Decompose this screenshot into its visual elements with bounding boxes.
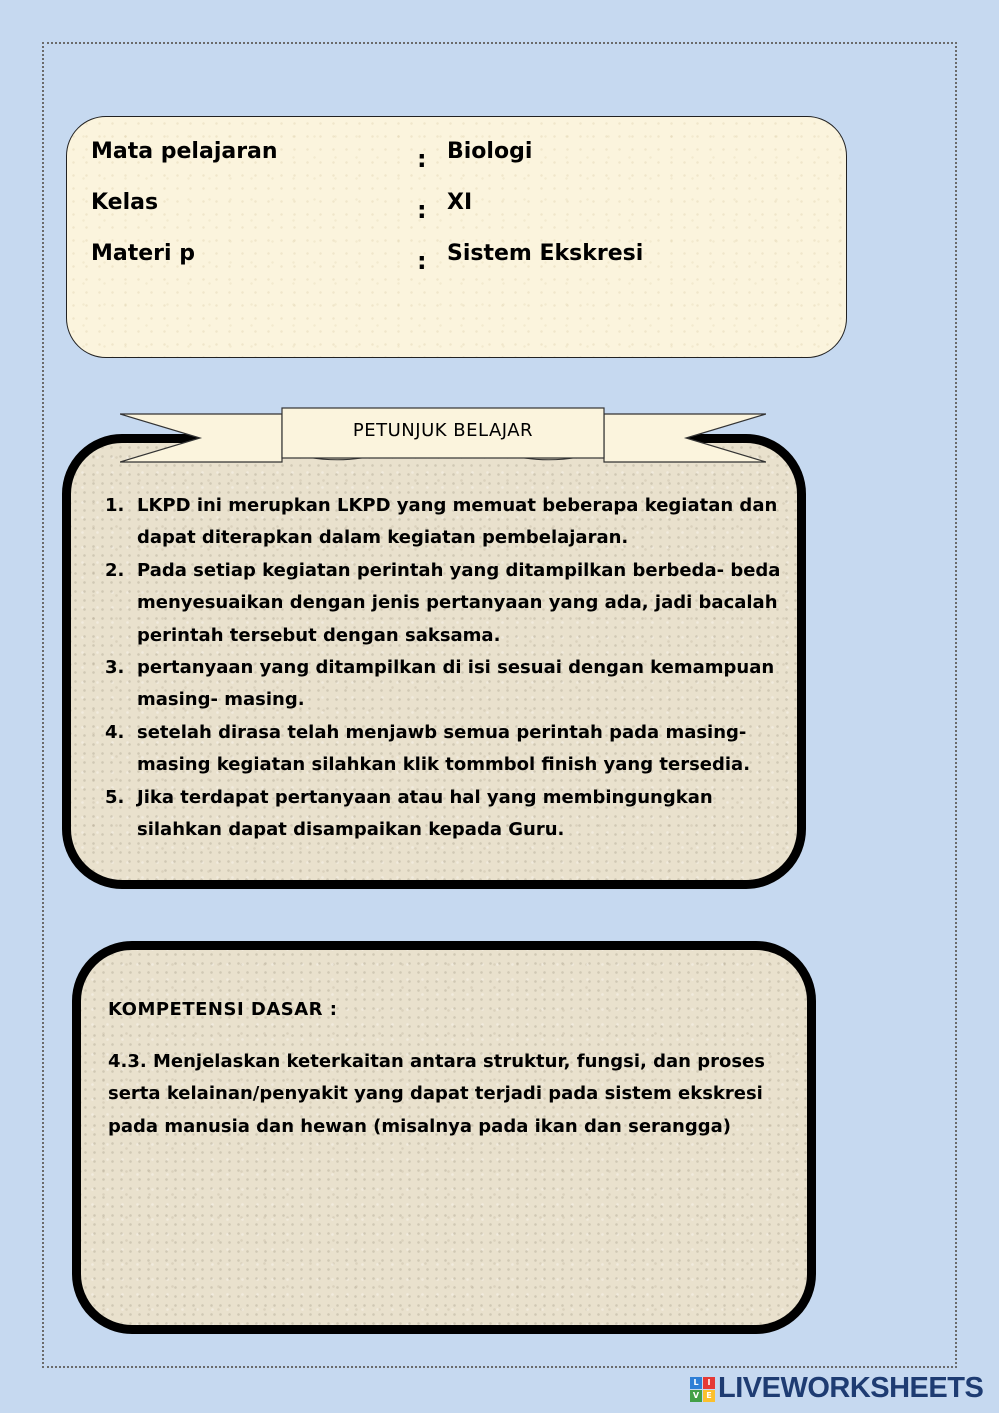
list-item-text: Pada setiap kegiatan perintah yang ditampilkan berbeda- beda menyesuaikan dengan jenis pertanyaan yang ada, jadi bacalah perintah tersebut dengan saksama. [137, 559, 781, 646]
info-colon: : [417, 196, 427, 224]
list-item [105, 490, 785, 555]
liveworksheets-icon [690, 1377, 716, 1403]
list-item-number: 2. [105, 559, 125, 581]
liveworksheets-logo [690, 1372, 990, 1406]
info-value: Sistem Ekskresi [447, 241, 644, 266]
list-item [105, 717, 785, 782]
logo-letter: V [690, 1390, 702, 1402]
list-item-number: 5. [105, 786, 125, 808]
subject-info-box [66, 116, 847, 358]
logo-letter: I [703, 1377, 715, 1389]
competency-title: KOMPETENSI DASAR : [108, 999, 338, 1020]
list-item [105, 555, 785, 652]
list-item-number: 4. [105, 721, 125, 743]
list-item-text: LKPD ini merupkan LKPD yang memuat beberapa kegiatan dan dapat diterapkan dalam kegiatan pembelajaran. [137, 495, 778, 549]
logo-letter: E [703, 1390, 715, 1402]
info-colon: : [417, 145, 427, 173]
list-item-number: 3. [105, 657, 125, 679]
info-value: XI [447, 190, 473, 215]
info-label: Mata pelajaran [91, 139, 278, 164]
list-item-number: 1. [105, 495, 125, 516]
info-label: Kelas [91, 190, 159, 215]
list-item-text: Jika terdapat pertanyaan atau hal yang membingungkan silahkan dapat disampaikan kepada Guru. [137, 786, 713, 841]
info-row-material [91, 241, 811, 275]
list-item [105, 782, 785, 847]
info-label: Materi p [91, 241, 195, 266]
info-value: Biologi [447, 139, 533, 164]
list-item-text: pertanyaan yang ditampilkan di isi sesuai dengan kemampuan masing- masing. [137, 657, 775, 711]
liveworksheets-wordmark: LIVEWORKSHEETS [718, 1372, 984, 1404]
list-item [105, 652, 785, 717]
info-row-subject [91, 139, 811, 173]
info-colon: : [417, 247, 427, 275]
competency-text: 4.3. Menjelaskan keterkaitan antara struktur, fungsi, dan proses serta kelainan/penyakit yang dapat terjadi pada sistem ekskresi pada manusia dan hewan (misalnya pada ikan dan serangga) [108, 1051, 765, 1137]
instructions-list [105, 490, 785, 846]
logo-letter: L [690, 1377, 702, 1389]
list-item-text: setelah dirasa telah menjawb semua perintah pada masing-masing kegiatan silahkan klik tommbol finish yang tersedia. [137, 721, 751, 776]
info-row-class [91, 190, 811, 224]
instructions-title: PETUNJUK BELAJAR [352, 420, 534, 441]
